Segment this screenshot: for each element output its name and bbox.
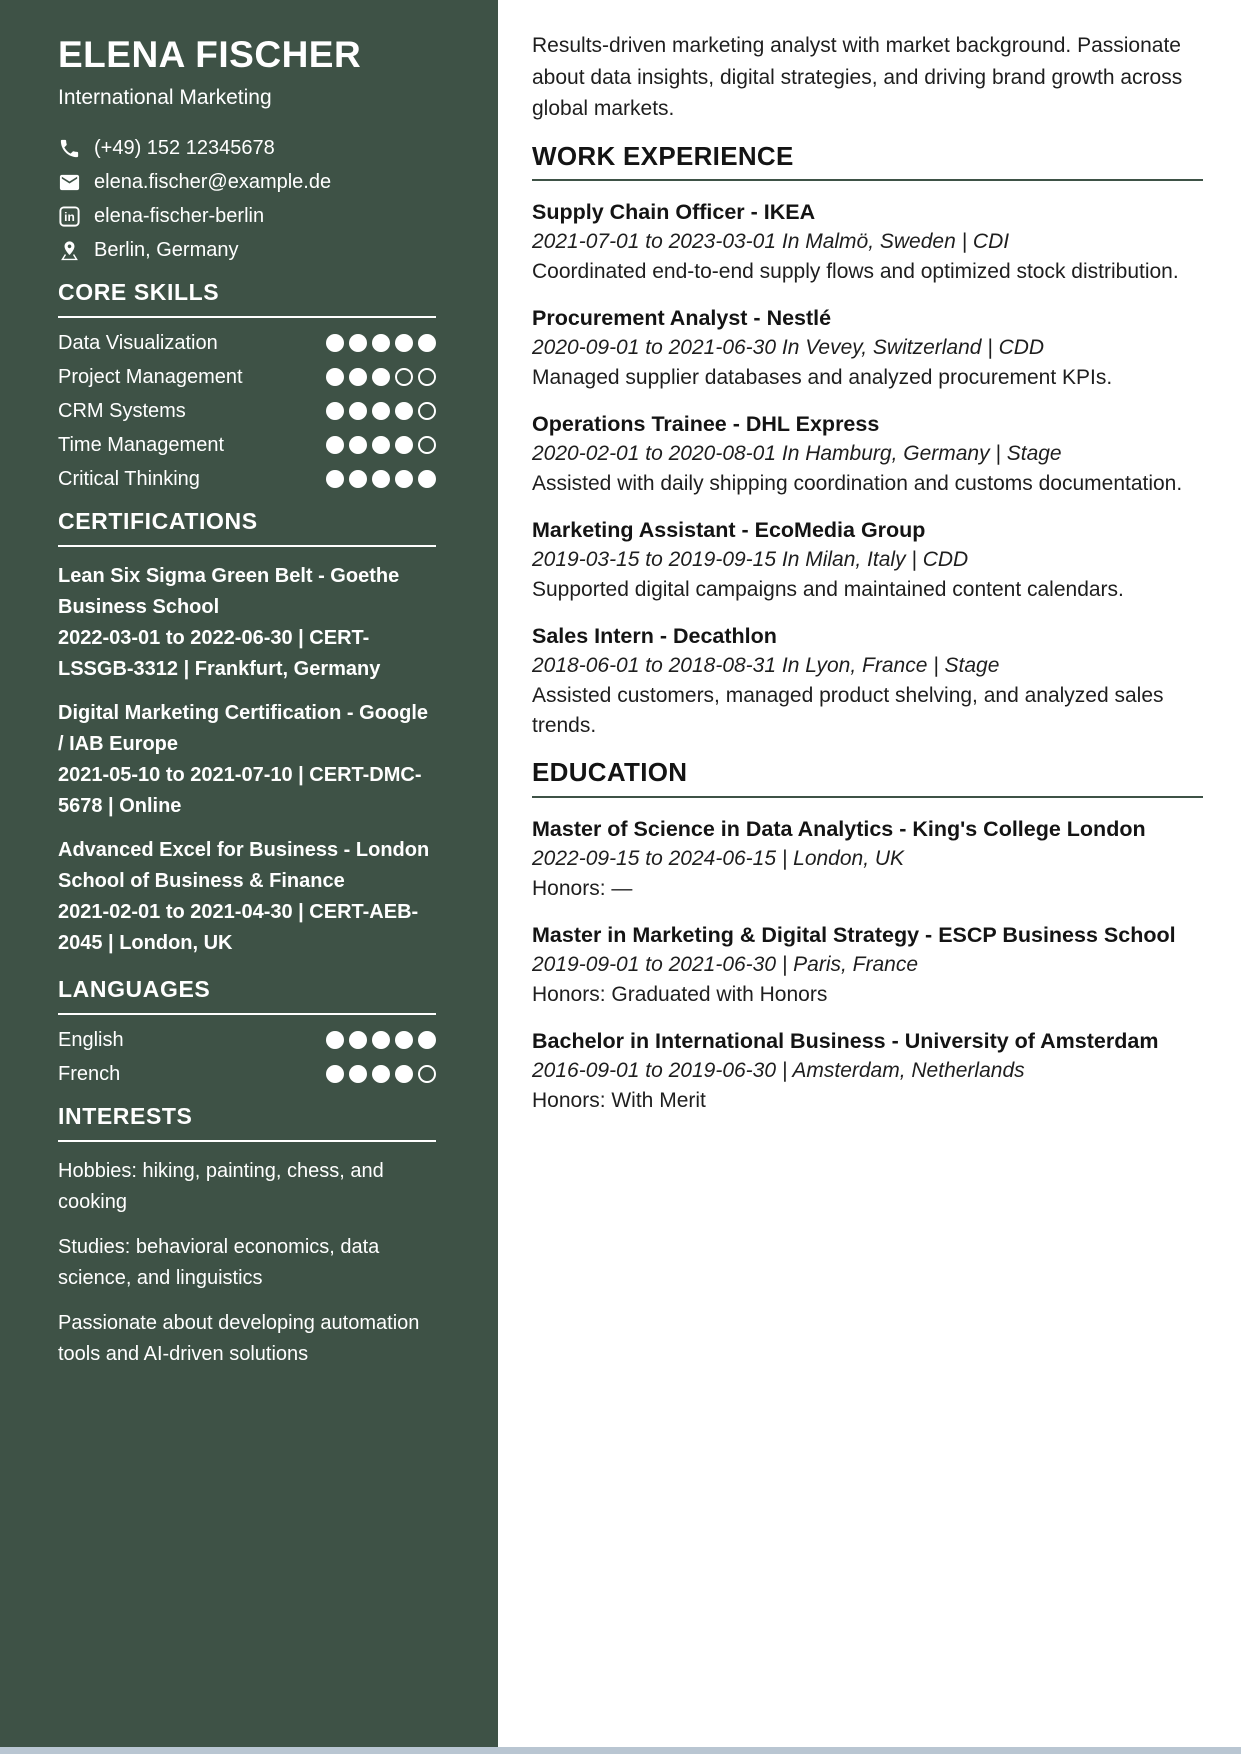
- dot-filled: [349, 436, 367, 454]
- dot-filled: [326, 1031, 344, 1049]
- education-dates: 2019-09-01 to 2021-06-30 | Paris, France: [532, 952, 919, 976]
- dot-filled: [395, 470, 413, 488]
- dot-filled: [372, 436, 390, 454]
- svg-text:in: in: [64, 209, 75, 224]
- dot-filled: [326, 470, 344, 488]
- rating-label: Project Management: [58, 365, 243, 388]
- rating-row: [58, 400, 436, 423]
- section-certifications: [58, 508, 436, 959]
- education-title: Master in Marketing & Digital Strategy - ESCP Business School: [532, 922, 1176, 947]
- skills-list: [58, 332, 436, 491]
- education-entry: [532, 1026, 1203, 1116]
- interests-heading: INTERESTS: [58, 1102, 193, 1129]
- education-heading: EDUCATION: [532, 757, 688, 788]
- person-role: International Marketing: [58, 85, 272, 109]
- education-list: [532, 814, 1203, 1116]
- job-dates: 2018-06-01 to 2018-08-31 In Lyon, France | Stage: [532, 654, 1000, 678]
- contact-item: [58, 171, 436, 194]
- heading-rule: [58, 316, 436, 318]
- job-entry: [532, 409, 1203, 499]
- sidebar: [0, 0, 498, 1754]
- job-title: Operations Trainee - DHL Express: [532, 411, 880, 436]
- interests-list: [58, 1156, 436, 1370]
- dot-filled: [372, 368, 390, 386]
- certifications-list: [58, 561, 436, 959]
- rating-row: [58, 1029, 436, 1052]
- dot-filled: [395, 1031, 413, 1049]
- languages-heading: LANGUAGES: [58, 975, 211, 1002]
- rating-label: English: [58, 1028, 124, 1051]
- person-name: ELENA FISCHER: [58, 34, 362, 75]
- dot-filled: [418, 1031, 436, 1049]
- section-languages: [58, 976, 436, 1086]
- linkedin-icon: [58, 205, 81, 228]
- education-title: Bachelor in International Business - University of Amsterdam: [532, 1028, 1159, 1053]
- job-description: Supported digital campaigns and maintained content calendars.: [532, 578, 1124, 602]
- phone-icon: [58, 137, 81, 160]
- job-title: Supply Chain Officer - IKEA: [532, 199, 816, 224]
- dot-empty: [395, 368, 413, 386]
- certification-item: [58, 561, 436, 685]
- job-entry: [532, 621, 1203, 741]
- job-dates: 2020-09-01 to 2021-06-30 In Vevey, Switzerland | CDD: [532, 335, 1045, 359]
- job-description: Assisted customers, managed product shelving, and analyzed sales trends.: [532, 684, 1164, 738]
- section-core-skills: [58, 279, 436, 491]
- heading-rule: [532, 796, 1203, 798]
- rating-dots: [326, 402, 436, 420]
- education-dates: 2022-09-15 to 2024-06-15 | London, UK: [532, 846, 905, 870]
- dot-filled: [349, 470, 367, 488]
- heading-rule: [58, 1013, 436, 1015]
- education-entry: [532, 814, 1203, 904]
- languages-list: [58, 1029, 436, 1086]
- rating-dots: [326, 436, 436, 454]
- dot-filled: [349, 402, 367, 420]
- contact-value: elena.fischer@example.de: [94, 170, 332, 193]
- interest-item: Passionate about developing automation tools and AI-driven solutions: [58, 1311, 420, 1365]
- job-title: Procurement Analyst - Nestlé: [532, 305, 832, 330]
- job-title: Sales Intern - Decathlon: [532, 624, 777, 649]
- email-icon: [58, 171, 81, 194]
- job-dates: 2021-07-01 to 2023-03-01 In Malmö, Sweden | CDI: [532, 229, 1010, 253]
- dot-filled: [372, 1031, 390, 1049]
- dot-filled: [372, 1065, 390, 1083]
- certification-item: [58, 698, 436, 822]
- certification-details: 2021-05-10 to 2021-07-10 | CERT-DMC-5678 | Online: [58, 763, 422, 817]
- contact-value: (+49) 152 12345678: [94, 136, 275, 159]
- education-honors: Honors: With Merit: [532, 1088, 706, 1112]
- dot-filled: [326, 368, 344, 386]
- dot-filled: [372, 470, 390, 488]
- dot-filled: [326, 436, 344, 454]
- dot-filled: [395, 402, 413, 420]
- dot-filled: [349, 334, 367, 352]
- rating-dots: [326, 1031, 436, 1049]
- dot-filled: [349, 1065, 367, 1083]
- location-icon: [58, 239, 81, 262]
- heading-rule: [58, 545, 436, 547]
- dot-filled: [326, 1065, 344, 1083]
- rating-dots: [326, 368, 436, 386]
- profile-summary: Results-driven marketing analyst with market background. Passionate about data insights, digital strategies, and driving brand growth across global markets.: [532, 34, 1183, 120]
- dot-filled: [372, 402, 390, 420]
- certification-name: Lean Six Sigma Green Belt - Goethe Business School: [58, 564, 400, 618]
- education-title: Master of Science in Data Analytics - King's College London: [532, 816, 1146, 841]
- page-bottom-edge: [0, 1747, 1241, 1754]
- rating-dots: [326, 1065, 436, 1083]
- dot-filled: [395, 436, 413, 454]
- job-entry: [532, 303, 1203, 393]
- education-honors: Honors: Graduated with Honors: [532, 982, 828, 1006]
- certification-name: Digital Marketing Certification - Google / IAB Europe: [58, 701, 429, 755]
- jobs-list: [532, 197, 1203, 742]
- education-entry: [532, 920, 1203, 1010]
- rating-label: French: [58, 1062, 121, 1085]
- dot-filled: [418, 470, 436, 488]
- rating-row: [58, 434, 436, 457]
- certification-item: [58, 835, 436, 959]
- dot-empty: [418, 368, 436, 386]
- dot-filled: [395, 1065, 413, 1083]
- rating-label: Critical Thinking: [58, 467, 200, 490]
- dot-empty: [418, 436, 436, 454]
- rating-row: [58, 332, 436, 355]
- work-experience-heading: WORK EXPERIENCE: [532, 140, 794, 171]
- contact-item: [58, 205, 436, 228]
- rating-label: Data Visualization: [58, 331, 218, 354]
- rating-dots: [326, 334, 436, 352]
- contact-item: [58, 239, 436, 262]
- job-dates: 2020-02-01 to 2020-08-01 In Hamburg, Germany | Stage: [532, 442, 1062, 466]
- main-column: [498, 0, 1241, 1754]
- contact-list: [58, 137, 436, 262]
- dot-filled: [326, 402, 344, 420]
- rating-label: Time Management: [58, 433, 224, 456]
- rating-row: [58, 1063, 436, 1086]
- dot-filled: [326, 334, 344, 352]
- education-honors: Honors: —: [532, 876, 633, 900]
- rating-dots: [326, 470, 436, 488]
- contact-item: [58, 137, 436, 160]
- job-description: Managed supplier databases and analyzed procurement KPIs.: [532, 365, 1113, 389]
- contact-value: Berlin, Germany: [94, 238, 239, 261]
- dot-filled: [418, 334, 436, 352]
- section-education: [532, 757, 1203, 1116]
- certification-name: Advanced Excel for Business - London School of Business & Finance: [58, 838, 430, 892]
- job-title: Marketing Assistant - EcoMedia Group: [532, 518, 926, 543]
- job-dates: 2019-03-15 to 2019-09-15 In Milan, Italy | CDD: [532, 548, 969, 572]
- rating-row: [58, 468, 436, 491]
- interest-item: Hobbies: hiking, painting, chess, and cooking: [58, 1159, 384, 1213]
- certifications-heading: CERTIFICATIONS: [58, 507, 258, 534]
- dot-filled: [372, 334, 390, 352]
- education-dates: 2016-09-01 to 2019-06-30 | Amsterdam, Netherlands: [532, 1058, 1025, 1082]
- rating-row: [58, 366, 436, 389]
- core-skills-heading: CORE SKILLS: [58, 278, 220, 305]
- certification-details: 2021-02-01 to 2021-04-30 | CERT-AEB-2045 | London, UK: [58, 900, 419, 954]
- dot-filled: [395, 334, 413, 352]
- certification-details: 2022-03-01 to 2022-06-30 | CERT-LSSGB-3312 | Frankfurt, Germany: [58, 626, 381, 680]
- job-description: Assisted with daily shipping coordination and customs documentation.: [532, 472, 1183, 496]
- heading-rule: [58, 1140, 436, 1142]
- section-interests: [58, 1103, 436, 1370]
- heading-rule: [532, 179, 1203, 181]
- dot-filled: [349, 368, 367, 386]
- job-entry: [532, 515, 1203, 605]
- dot-empty: [418, 1065, 436, 1083]
- dot-filled: [349, 1031, 367, 1049]
- interest-item: Studies: behavioral economics, data science, and linguistics: [58, 1235, 380, 1289]
- section-work-experience: [532, 141, 1203, 742]
- rating-label: CRM Systems: [58, 399, 186, 422]
- dot-empty: [418, 402, 436, 420]
- contact-value: elena-fischer-berlin: [94, 204, 265, 227]
- job-description: Coordinated end-to-end supply flows and optimized stock distribution.: [532, 259, 1179, 283]
- job-entry: [532, 197, 1203, 287]
